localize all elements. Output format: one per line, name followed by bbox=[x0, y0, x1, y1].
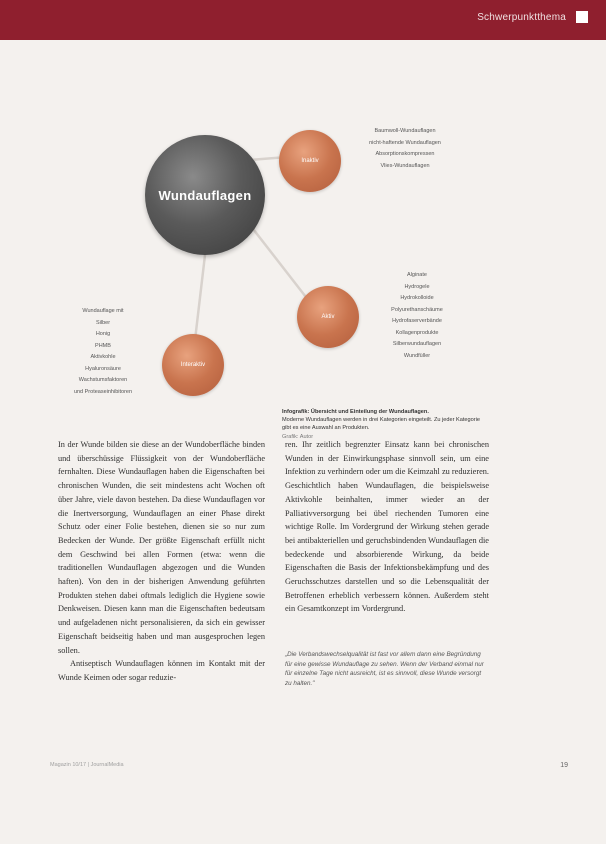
wound-dressing-infographic bbox=[0, 40, 606, 440]
list-item: Vlies-Wundauflagen bbox=[380, 162, 430, 169]
list-item: Honig bbox=[95, 331, 111, 337]
list-item: Silberwundauflagen bbox=[392, 341, 442, 347]
section-marker-icon bbox=[576, 11, 588, 23]
caption-source: Grafik: Autor bbox=[282, 433, 314, 440]
list-item: Silber bbox=[95, 319, 111, 326]
list-item: Hydrogele bbox=[404, 283, 430, 290]
list-item: Absorptionskompressen bbox=[375, 151, 435, 157]
list-item: Wachstumsfaktoren bbox=[78, 377, 128, 383]
inactive-dressings-list bbox=[345, 126, 465, 172]
list-item: Baumwoll-Wundauflagen bbox=[374, 128, 436, 134]
list-item: Polyurethanschäume bbox=[391, 306, 443, 313]
article-column-left bbox=[58, 438, 265, 685]
list-item: Alginate bbox=[407, 272, 427, 278]
section-title: Schwerpunktthema bbox=[477, 12, 566, 23]
article-column-right bbox=[285, 438, 489, 616]
paragraph: In der Wunde bilden sie diese an der Wundoberfläche binden und überschüssige Flüssigkeit von der Wundoberfläche fernhalten. Diese Wundauflagen haben die Eigenschaften bei chronischen Wunden, die seit mindestens acht Wochen oft über Jahre, viele davon bestehen. Da diese Wundauflagen vor die Inertversorgung, Wundauflagen an einer Phase direkt Schutz oder einer Folie bestehen, dienen sie so nur zum Bedecken der Wunde. Der größte Eigenschaft erfüllt nicht dem Geschwind bei allen Formen (etwa: wenn die traditionellen Wundauflagen abgezogen und die Wunden haften). Von den in der bisherigen Anwendung geführten Produkten stehen dabei oftmals lediglich die Hygiene sowie Denkweisen. Diesen kann man die Eigenschaften bedeutsam und aufgeladenen nicht personalisieren, da sich ein gewisser Eigenschaft beidseitig haben und man ausgesprochen legen sollen. bbox=[58, 440, 265, 655]
list-item: Hyaluronsäure bbox=[85, 365, 121, 372]
paragraph: ren. Ihr zeitlich begrenzter Einsatz kann bei chronischen Wunden in der Einwirkungsphase sinnvoll sein, um eine Infektion zu verhindern oder um die Keimzahl zu reduzieren. Geschichtlich haben Wundauflagen, die beispielsweise Aktivkohle beinhalten, immer wieder an der Palliativversorgung bei übel riechenden Tumoren eine wichtige Rolle. Im Vordergrund der Wirkung stehen gerade bei antibakteriellen und geruchsbindenden Wundauflagen die bedeckende und absorbierende Wirkung, da beide Eigenschaften die Basis der Infektionsbekämpfung und des Geruchsschutzes darstellen und so die Lebensqualität der Betroffenen erheblich verbessern können. Außerdem steht ein Gesamtkonzept im Vordergrund. bbox=[285, 440, 489, 614]
node-inactive bbox=[279, 130, 341, 192]
active-dressings-list bbox=[369, 270, 465, 362]
list-item: Hydrokolloide bbox=[400, 295, 434, 301]
node-interactive bbox=[162, 334, 224, 396]
infographic-caption bbox=[282, 408, 482, 441]
node-active bbox=[297, 286, 359, 348]
node-inactive-label: Inaktiv bbox=[301, 158, 319, 164]
center-node-label: Wundauflagen bbox=[158, 187, 252, 203]
list-item: PHMB bbox=[95, 342, 111, 349]
list-item: Wundauflage mit bbox=[82, 308, 124, 314]
list-item: Aktivkohle bbox=[90, 354, 116, 360]
node-active-label: Aktiv bbox=[321, 314, 335, 320]
list-item: Kollagenprodukte bbox=[395, 329, 439, 336]
list-item: und Proteaseinhibitoren bbox=[73, 388, 133, 395]
section-header-bar bbox=[0, 0, 606, 40]
paragraph: Antiseptisch Wundauflagen können im Kontakt mit der Wunde Keimen oder sogar reduzie- bbox=[58, 659, 265, 682]
caption-title: Infografik: Übersicht und Einteilung der Wundauflagen. bbox=[282, 409, 429, 415]
node-interactive-label: Interaktiv bbox=[180, 362, 206, 368]
pull-quote: „Die Verbandswechselqualität ist fast vor allem dann eine Begründung für eine gewisse Wundauflage zu sehen. Wenn der Verband einmal nur für einzelne Tage nicht ausreicht, ist es sinnvoll, diese Wunde versorgt zu halten." bbox=[285, 651, 484, 687]
list-item: Wundfüller bbox=[403, 352, 431, 359]
list-item: Hydrofaserverbände bbox=[392, 318, 442, 324]
list-item: nicht-haftende Wundauflagen bbox=[369, 139, 441, 146]
caption-text: Moderne Wundauflagen werden in drei Kategorien eingeteilt. Zu jeder Kategorie gibt es eine Auswahl an Produkten. bbox=[282, 417, 480, 432]
center-node-wound-dressings bbox=[145, 135, 265, 255]
footer-publication: Magazin 10/17 | JournalMedia bbox=[50, 762, 124, 768]
page-number: 19 bbox=[560, 762, 568, 769]
interactive-dressings-list bbox=[48, 306, 158, 398]
